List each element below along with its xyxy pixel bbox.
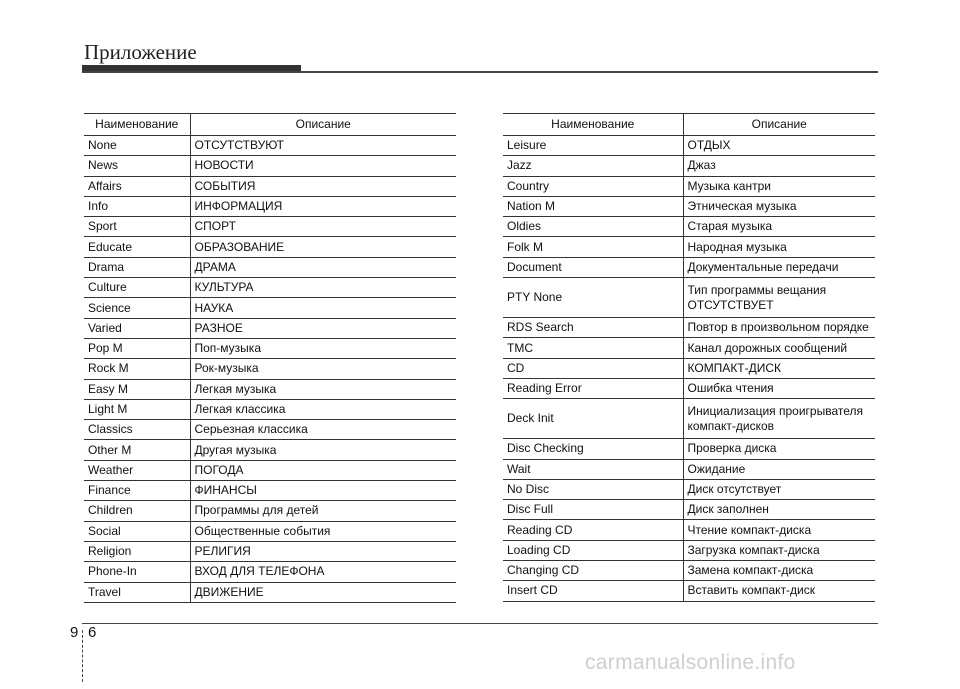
description-line: КОМПАКТ-ДИСК <box>687 360 782 375</box>
table-row <box>84 318 456 338</box>
description-line: НОВОСТИ <box>194 158 254 173</box>
table-row <box>503 399 875 439</box>
cell-name: Educate <box>84 237 190 257</box>
cell-description <box>190 541 456 561</box>
description-line: Легкая классика <box>194 402 286 416</box>
cell-description <box>190 237 456 257</box>
cell-description <box>683 459 875 479</box>
description-line: Ошибка чтения <box>687 381 774 396</box>
table-row <box>84 460 456 480</box>
table-row <box>503 479 875 499</box>
cell-name: Info <box>84 196 190 216</box>
table-row <box>84 399 456 419</box>
description-line: компакт-дисков <box>687 418 774 433</box>
cell-name: Culture <box>84 278 190 298</box>
cell-name: PTY None <box>503 278 683 318</box>
header-thin-rule <box>82 71 878 73</box>
description-line: Диск заполнен <box>687 502 769 517</box>
table-row <box>503 318 875 338</box>
cell-description <box>190 460 456 480</box>
cell-description <box>190 440 456 460</box>
cell-name: Other M <box>84 440 190 460</box>
description-line: КУЛЬТУРА <box>194 280 254 295</box>
cell-description <box>683 399 875 439</box>
description-line: ДРАМА <box>194 259 236 274</box>
cell-description <box>683 520 875 540</box>
right-spec-table <box>503 113 875 602</box>
cell-description <box>683 439 875 459</box>
cell-description <box>683 358 875 378</box>
description-line: СОБЫТИЯ <box>194 178 256 193</box>
description-line: СПОРТ <box>194 219 236 234</box>
cell-name: Document <box>503 257 683 277</box>
description-line: Музыка кантри <box>687 178 771 193</box>
table-row <box>84 176 456 196</box>
table-row <box>84 440 456 460</box>
table-row <box>84 481 456 501</box>
table-header-row <box>503 114 875 136</box>
table-row <box>84 298 456 318</box>
description-line: Диск отсутствует <box>687 482 782 496</box>
column-header-description: Описание <box>683 114 875 136</box>
table-row <box>503 217 875 237</box>
description-line: Вставить компакт-диск <box>687 583 816 598</box>
cell-description <box>190 298 456 318</box>
table-row <box>503 561 875 581</box>
cell-description <box>683 217 875 237</box>
cell-name: News <box>84 156 190 176</box>
cell-description <box>190 176 456 196</box>
table-row <box>84 237 456 257</box>
table-row <box>84 196 456 216</box>
page-title: Приложение <box>84 40 197 64</box>
table-row <box>84 278 456 298</box>
cell-name: Jazz <box>503 156 683 176</box>
description-line: Общественные события <box>194 523 331 538</box>
left-spec-table <box>84 113 456 603</box>
table-row <box>84 379 456 399</box>
cell-name: Wait <box>503 459 683 479</box>
cell-description <box>683 136 875 156</box>
cell-description <box>683 257 875 277</box>
cell-description <box>190 136 456 156</box>
table-row <box>503 459 875 479</box>
table-row <box>84 521 456 541</box>
cell-name: Classics <box>84 420 190 440</box>
page-number-digit: 9 <box>70 624 79 641</box>
description-line: Проверка диска <box>687 441 777 456</box>
cell-description <box>683 500 875 520</box>
cell-description <box>190 521 456 541</box>
cell-name: Reading CD <box>503 520 683 540</box>
cell-description <box>683 278 875 318</box>
description-line: РЕЛИГИЯ <box>194 544 251 559</box>
description-line: Замена компакт-диска <box>687 563 814 578</box>
table-row <box>503 378 875 398</box>
cell-description <box>683 156 875 176</box>
column-header-name: Наименование <box>84 114 190 136</box>
cell-name: Reading Error <box>503 378 683 398</box>
cell-name: Sport <box>84 217 190 237</box>
table-row <box>84 420 456 440</box>
cell-name: Changing CD <box>503 561 683 581</box>
cell-description <box>683 318 875 338</box>
cell-name: Oldies <box>503 217 683 237</box>
table-row <box>84 501 456 521</box>
description-line: Джаз <box>687 158 716 173</box>
description-line: ОТСУТСТВУЮТ <box>194 138 284 153</box>
cell-name: Disc Checking <box>503 439 683 459</box>
description-line: Поп-музыка <box>194 341 261 356</box>
description-line: Инициализация проигрывателя <box>687 403 864 418</box>
table-row <box>503 196 875 216</box>
description-line: Этническая музыка <box>687 199 797 214</box>
cell-name: Nation M <box>503 196 683 216</box>
description-line: Документальные передачи <box>687 259 839 274</box>
description-line: Рок-музыка <box>194 361 259 376</box>
table-row <box>503 358 875 378</box>
table-row <box>84 136 456 156</box>
table-row <box>503 338 875 358</box>
table-row <box>503 176 875 196</box>
cell-description <box>683 581 875 601</box>
cell-description <box>190 420 456 440</box>
cell-description <box>190 481 456 501</box>
table-row <box>503 278 875 318</box>
cell-name: Weather <box>84 460 190 480</box>
table-row <box>503 439 875 459</box>
description-line: Повтор в произвольном порядке <box>687 320 869 335</box>
cell-description <box>683 479 875 499</box>
table-row <box>503 136 875 156</box>
cell-name: Religion <box>84 541 190 561</box>
column-header-description: Описание <box>190 114 456 136</box>
description-line: РАЗНОЕ <box>194 320 243 335</box>
description-line: ПОГОДА <box>194 462 244 477</box>
table-row <box>84 582 456 602</box>
description-line: Легкая музыка <box>194 381 277 396</box>
cell-name: Insert CD <box>503 581 683 601</box>
table-row <box>503 540 875 560</box>
cell-description <box>683 561 875 581</box>
cell-name: Travel <box>84 582 190 602</box>
cell-description <box>190 318 456 338</box>
table-row <box>84 156 456 176</box>
cell-name: Easy M <box>84 379 190 399</box>
page-number-digit: 6 <box>88 624 97 641</box>
cell-description <box>190 338 456 358</box>
footer-rule <box>82 623 878 624</box>
description-line: Чтение компакт-диска <box>687 522 812 537</box>
description-line: ИНФОРМАЦИЯ <box>194 199 283 214</box>
description-line: ВХОД ДЛЯ ТЕЛЕФОНА <box>194 564 325 579</box>
table-row <box>503 500 875 520</box>
cell-name: None <box>84 136 190 156</box>
cell-description <box>190 379 456 399</box>
table-row <box>84 338 456 358</box>
cell-description <box>190 196 456 216</box>
cell-name: Drama <box>84 257 190 277</box>
description-line: ДВИЖЕНИЕ <box>194 584 264 599</box>
cell-name: Science <box>84 298 190 318</box>
cell-name: Country <box>503 176 683 196</box>
description-line: Тип программы вещания <box>687 282 827 297</box>
footer-dashed-divider <box>82 630 83 682</box>
table-row <box>503 237 875 257</box>
cell-name: CD <box>503 358 683 378</box>
description-line: Загрузка компакт-диска <box>687 542 820 557</box>
description-line: Программы для детей <box>194 503 319 518</box>
cell-name: Phone-In <box>84 562 190 582</box>
cell-name: Social <box>84 521 190 541</box>
cell-name: Rock M <box>84 359 190 379</box>
table-row <box>84 359 456 379</box>
table-row <box>503 257 875 277</box>
description-line: Старая музыка <box>687 219 773 234</box>
table-header-row <box>84 114 456 136</box>
watermark-text: carmanualsonline.info <box>585 651 796 674</box>
cell-name: No Disc <box>503 479 683 499</box>
cell-description <box>683 176 875 196</box>
cell-description <box>683 540 875 560</box>
cell-name: RDS Search <box>503 318 683 338</box>
cell-description <box>190 501 456 521</box>
cell-description <box>683 378 875 398</box>
table-row <box>503 520 875 540</box>
cell-description <box>683 237 875 257</box>
description-line: ОТДЫХ <box>687 138 731 153</box>
cell-name: Affairs <box>84 176 190 196</box>
cell-description <box>190 278 456 298</box>
column-header-name: Наименование <box>503 114 683 136</box>
description-line: ФИНАНСЫ <box>194 483 257 498</box>
cell-name: Leisure <box>503 136 683 156</box>
cell-description <box>683 338 875 358</box>
cell-description <box>683 196 875 216</box>
cell-description <box>190 257 456 277</box>
cell-name: Pop M <box>84 338 190 358</box>
cell-name: TMC <box>503 338 683 358</box>
description-line: Другая музыка <box>194 442 277 457</box>
cell-description <box>190 582 456 602</box>
cell-description <box>190 562 456 582</box>
cell-description <box>190 156 456 176</box>
description-line: Канал дорожных сообщений <box>687 340 848 355</box>
cell-description <box>190 217 456 237</box>
description-line: Ожидание <box>687 461 746 476</box>
cell-name: Folk M <box>503 237 683 257</box>
table-row <box>84 217 456 237</box>
table-row <box>84 541 456 561</box>
cell-name: Varied <box>84 318 190 338</box>
cell-name: Deck Init <box>503 399 683 439</box>
table-row <box>84 257 456 277</box>
description-line: Народная музыка <box>687 239 787 254</box>
cell-name: Loading CD <box>503 540 683 560</box>
description-line: Серьезная классика <box>194 422 308 437</box>
cell-description <box>190 399 456 419</box>
description-line: ОТСУТСТВУЕТ <box>687 297 774 312</box>
table-row <box>84 562 456 582</box>
description-line: НАУКА <box>194 300 234 315</box>
table-row <box>503 156 875 176</box>
description-line: ОБРАЗОВАНИЕ <box>194 239 285 254</box>
cell-name: Children <box>84 501 190 521</box>
cell-name: Disc Full <box>503 500 683 520</box>
cell-description <box>190 359 456 379</box>
cell-name: Light M <box>84 399 190 419</box>
table-row <box>503 581 875 601</box>
cell-name: Finance <box>84 481 190 501</box>
